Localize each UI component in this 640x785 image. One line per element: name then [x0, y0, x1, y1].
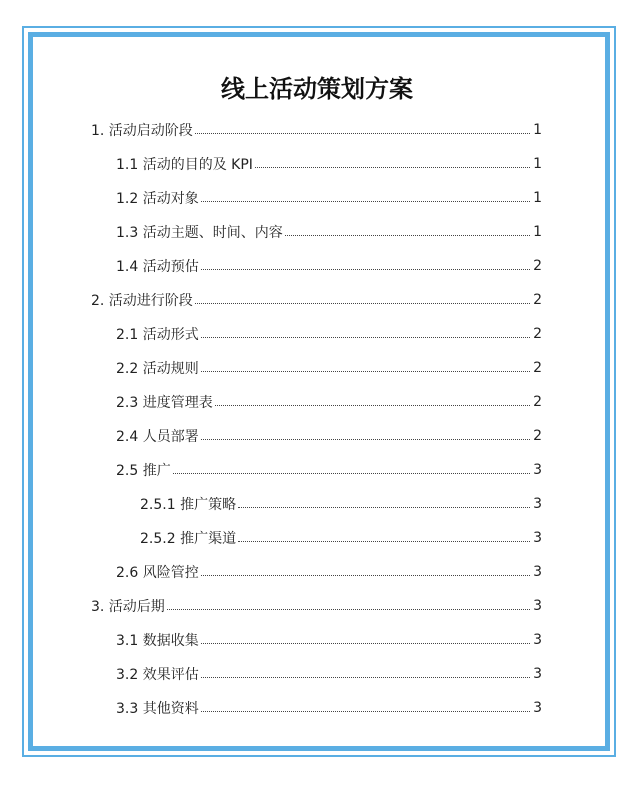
toc-page-number: 2 — [533, 292, 542, 308]
toc-entry[interactable] — [116, 385, 542, 419]
toc-page-number: 1 — [533, 122, 542, 138]
toc-entry[interactable] — [116, 181, 542, 215]
toc-dot-leader — [167, 609, 530, 610]
toc-entry-label: 1.1 活动的目的及 KPI — [116, 157, 253, 173]
toc-entry[interactable] — [116, 147, 542, 181]
toc-page-number: 1 — [533, 190, 542, 206]
toc-entry-label: 2.5.2 推广渠道 — [140, 531, 237, 547]
toc-page-number: 2 — [533, 428, 542, 444]
toc-dot-leader — [201, 439, 530, 440]
toc-entry[interactable] — [91, 589, 542, 623]
toc-entry[interactable] — [140, 487, 542, 521]
toc-entry-label: 2.5.1 推广策略 — [140, 497, 237, 513]
toc-entry-label: 2.4 人员部署 — [116, 429, 199, 445]
toc-page-number: 2 — [533, 360, 542, 376]
toc-entry[interactable] — [116, 623, 542, 657]
toc-dot-leader — [201, 201, 530, 202]
toc-entry[interactable] — [116, 419, 542, 453]
toc-entry[interactable] — [116, 691, 542, 725]
toc-entry[interactable] — [116, 555, 542, 589]
document-title: 线上活动策划方案 — [221, 75, 413, 103]
toc-entry[interactable] — [91, 283, 542, 317]
toc-entry-label: 3.3 其他资料 — [116, 701, 199, 717]
toc-dot-leader — [215, 405, 530, 406]
toc-page-number: 3 — [533, 462, 542, 478]
toc-entry-label: 2.6 风险管控 — [116, 565, 199, 581]
toc-entry-label: 3.2 效果评估 — [116, 667, 199, 683]
toc-dot-leader — [201, 371, 530, 372]
toc-dot-leader — [285, 235, 530, 236]
toc-entry[interactable] — [91, 113, 542, 147]
toc-page-number: 3 — [533, 700, 542, 716]
toc-entry-label: 1.4 活动预估 — [116, 259, 199, 275]
toc-entry[interactable] — [116, 657, 542, 691]
toc-dot-leader — [201, 711, 530, 712]
toc-entry-label: 3. 活动后期 — [91, 599, 165, 615]
toc-entry[interactable] — [116, 351, 542, 385]
toc-dot-leader — [173, 473, 530, 474]
toc-page-number: 1 — [533, 224, 542, 240]
toc-entry-label: 2.5 推广 — [116, 463, 171, 479]
toc-page-number: 2 — [533, 326, 542, 342]
toc-dot-leader — [238, 507, 530, 508]
toc-entry[interactable] — [116, 453, 542, 487]
toc-dot-leader — [201, 643, 530, 644]
toc-entry[interactable] — [116, 249, 542, 283]
toc-page-number: 3 — [533, 666, 542, 682]
toc-dot-leader — [238, 541, 530, 542]
toc-entry-label: 1.2 活动对象 — [116, 191, 199, 207]
toc-entry[interactable] — [116, 215, 542, 249]
toc-page-number: 2 — [533, 258, 542, 274]
toc-entry-label: 1. 活动启动阶段 — [91, 123, 193, 139]
toc-dot-leader — [255, 167, 530, 168]
toc-dot-leader — [201, 575, 530, 576]
toc-page-number: 3 — [533, 632, 542, 648]
toc-entry-label: 1.3 活动主题、时间、内容 — [116, 225, 283, 241]
toc-page-number: 3 — [533, 530, 542, 546]
toc-dot-leader — [201, 677, 530, 678]
toc-entry-label: 2.1 活动形式 — [116, 327, 199, 343]
toc-entry-label: 2.3 进度管理表 — [116, 395, 213, 411]
toc-entry[interactable] — [116, 317, 542, 351]
toc-page-number: 3 — [533, 564, 542, 580]
toc-dot-leader — [201, 337, 530, 338]
toc-page-number: 2 — [533, 394, 542, 410]
toc-page-number: 3 — [533, 598, 542, 614]
toc-entry[interactable] — [140, 521, 542, 555]
toc-dot-leader — [195, 133, 530, 134]
toc-dot-leader — [195, 303, 530, 304]
toc-page-number: 3 — [533, 496, 542, 512]
toc-entry-label: 3.1 数据收集 — [116, 633, 199, 649]
toc-entry-label: 2. 活动进行阶段 — [91, 293, 193, 309]
toc-entry-label: 2.2 活动规则 — [116, 361, 199, 377]
toc-page-number: 1 — [533, 156, 542, 172]
toc-dot-leader — [201, 269, 530, 270]
